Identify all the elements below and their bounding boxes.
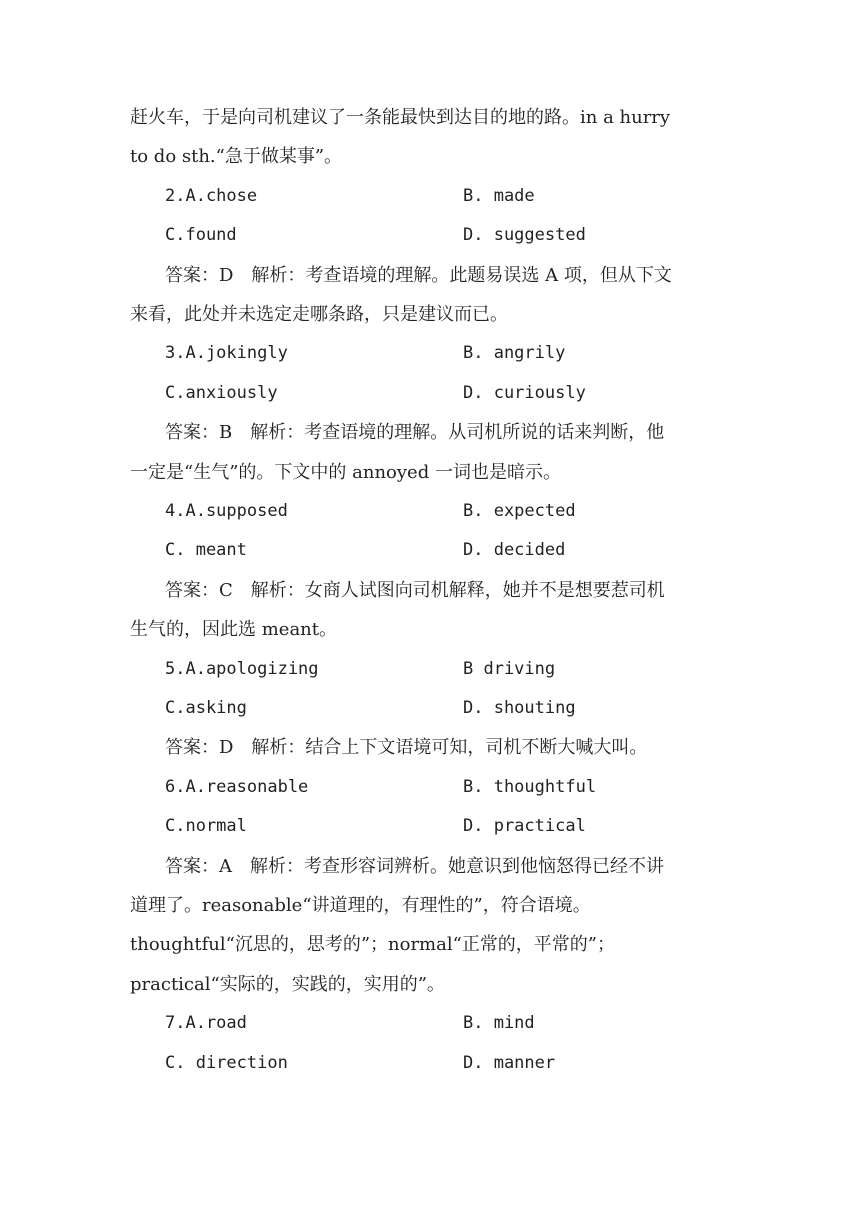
answer-line: 答案：B 解析：考查语境的理解。从司机所说的话来判断，他 — [165, 422, 665, 443]
answer-line: 答案：D 解析：考查语境的理解。此题易误选 A 项，但从下文 — [165, 265, 672, 286]
option-right: B. thoughtful — [463, 777, 597, 797]
option-right: B driving — [463, 659, 556, 679]
option-left: 6.A.reasonable — [165, 777, 309, 797]
option-right: D. curiously — [463, 383, 586, 403]
option-left: C.asking — [165, 698, 247, 718]
option-left: 2.A.chose — [165, 186, 258, 206]
option-left: 5.A.apologizing — [165, 659, 319, 679]
option-right: D. decided — [463, 540, 566, 560]
option-right: B. expected — [463, 501, 576, 521]
option-left: 3.A.jokingly — [165, 343, 288, 363]
option-left: C.anxiously — [165, 383, 278, 403]
text-line: thoughtful“沉思的，思考的”；normal“正常的，平常的”； — [130, 934, 616, 955]
option-left: C.normal — [165, 816, 247, 836]
option-right: D. shouting — [463, 698, 576, 718]
text-line: 赶火车，于是向司机建议了一条能最快到达目的地的路。in a hurry — [130, 107, 671, 128]
text-line: to do sth.“急于做某事”。 — [130, 146, 343, 167]
text-line: 一定是“生气”的。下文中的 annoyed 一词也是暗示。 — [130, 462, 561, 483]
option-right: B. made — [463, 186, 535, 206]
answer-line: 答案：D 解析：结合上下文语境可知，司机不断大喊大叫。 — [165, 737, 648, 758]
option-left: C. direction — [165, 1053, 288, 1073]
answer-line: 答案：A 解析：考查形容词辨析。她意识到他恼怒得已经不讲 — [165, 856, 664, 877]
option-left: 4.A.supposed — [165, 501, 288, 521]
option-right: D. suggested — [463, 225, 586, 245]
answer-line: 答案：C 解析：女商人试图向司机解释，她并不是想要惹司机 — [165, 580, 665, 601]
text-line: 道理了。reasonable“讲道理的，有理性的”，符合语境。 — [130, 895, 591, 916]
text-line: 生气的，因此选 meant。 — [130, 619, 337, 640]
text-line: 来看，此处并未选定走哪条路，只是建议而已。 — [130, 304, 508, 325]
option-right: B. mind — [463, 1013, 535, 1033]
text-line: practical“实际的，实践的，实用的”。 — [130, 974, 445, 995]
option-left: C. meant — [165, 540, 247, 560]
option-right: D. practical — [463, 816, 586, 836]
option-right: B. angrily — [463, 343, 566, 363]
option-right: D. manner — [463, 1053, 556, 1073]
option-left: C.found — [165, 225, 237, 245]
option-left: 7.A.road — [165, 1013, 247, 1033]
